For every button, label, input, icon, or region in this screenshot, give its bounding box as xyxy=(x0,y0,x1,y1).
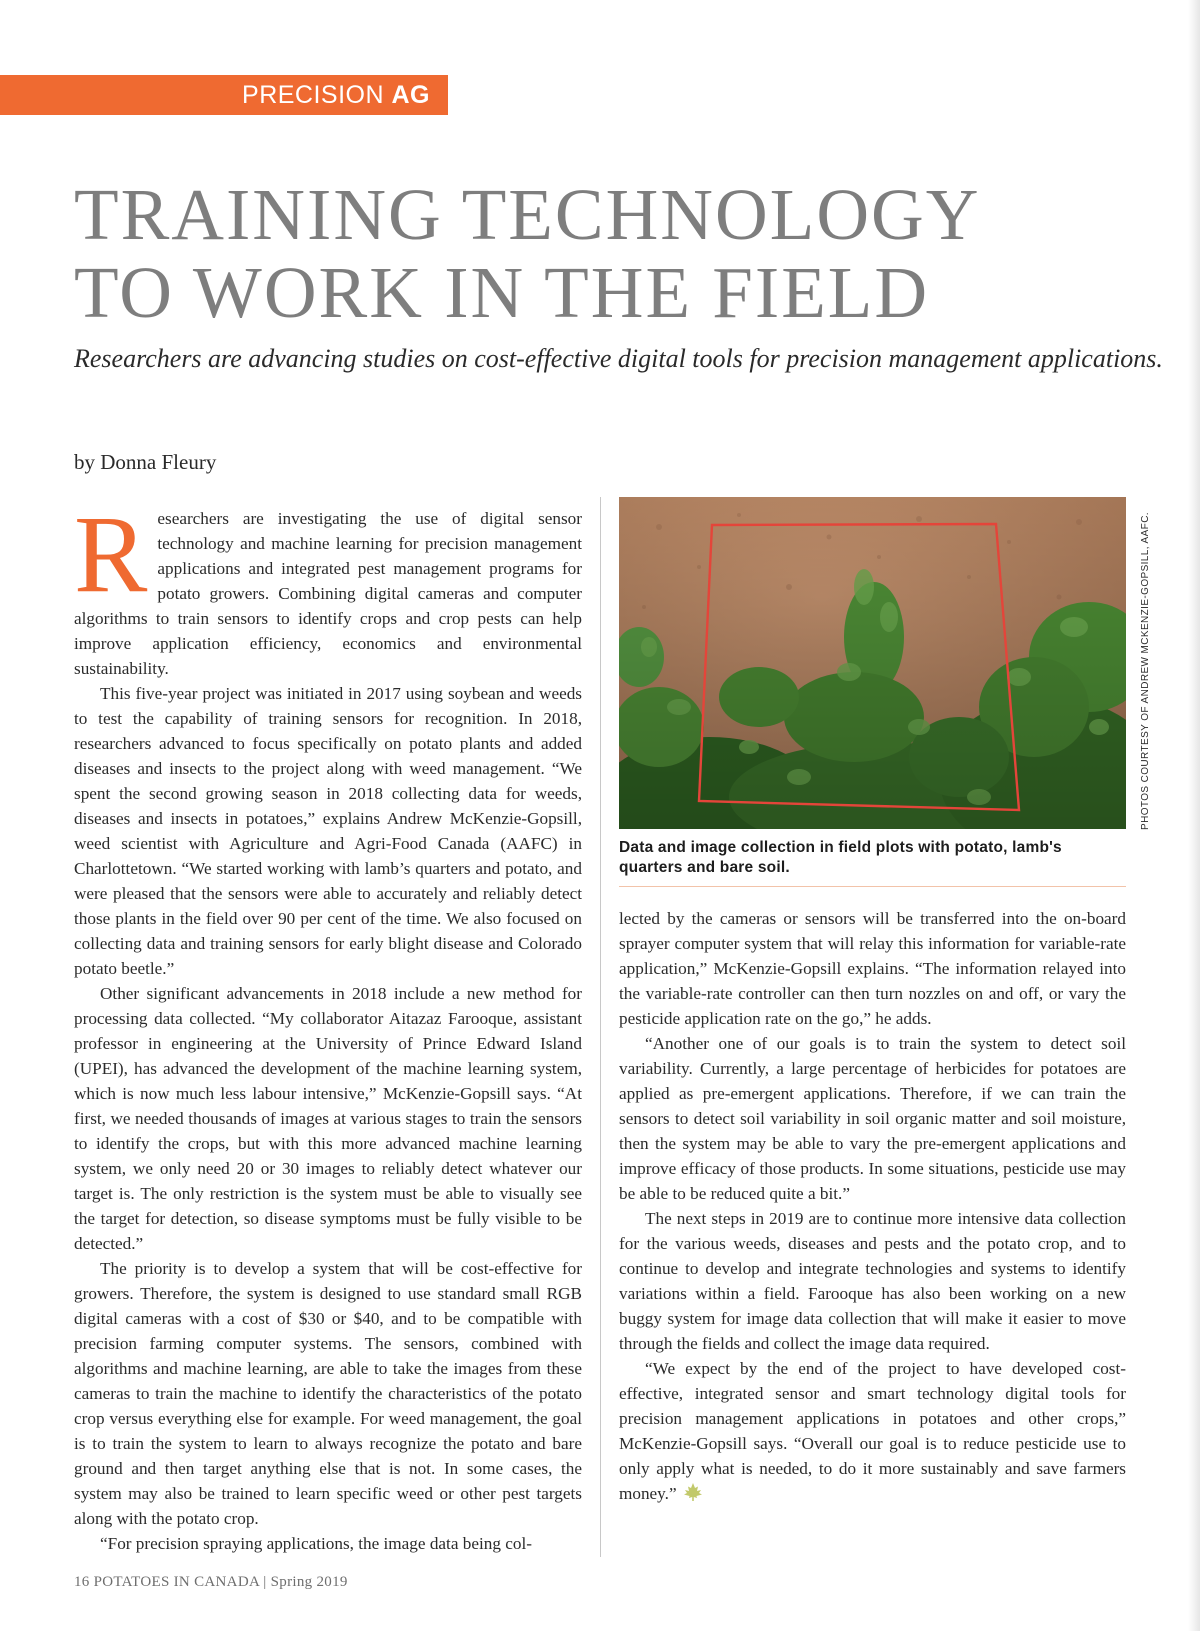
section-label-light: PRECISION xyxy=(242,81,392,109)
article-paragraph-9-text: “We expect by the end of the project to have developed cost-effective, integrated sensor and smart technology digital tools for precision management applications in potatoes and other crops,” McKenzie-Gopsill says. “Overall our goal is to reduce pesticide use to only apply what is needed, to do it more sustainably and save farmers money.” xyxy=(619,1359,1126,1503)
section-label-bold: AG xyxy=(391,81,430,109)
article-paragraph-5: “For precision spraying applications, the image data being col- xyxy=(100,1534,532,1553)
maple-leaf-icon xyxy=(683,1482,703,1502)
article-column-right xyxy=(619,906,1126,1506)
article-paragraph-1-text: esearchers are investigating the use of digital sensor technology and machine learning for precision management applications and integrated pest management programs for potato growers. Combining digital cameras and computer algorithms to train sensors to identify crops and crop pests can help improve application efficiency, economics and environmental sustainability. xyxy=(74,509,582,678)
article-paragraph-9 xyxy=(619,1356,1126,1506)
section-banner xyxy=(0,75,448,115)
article-paragraph-3: Other significant advancements in 2018 include a new method for processing data collected. “My collaborator Aitazaz Farooque, assistant professor in engineering at the University of Prince Edward Island (UPEI), has advanced the development of the machine learning system, which is now much less labour intensive,” McKenzie-Gopsill says. “At first, we needed thousands of images at various stages to train the sensors to identify the crops, but with this more advanced machine learning system, we only need 20 or 30 images to reliably detect whatever our target is. The only restriction is the system must be able to visually see the target for detection, so disease symptoms must be fully visible to be detected.” xyxy=(74,984,582,1253)
byline: by Donna Fleury xyxy=(74,450,217,474)
article-paragraph-2: This five-year project was initiated in 2017 using soybean and weeds to test the capability of training sensors for recognition. In 2018, researchers advanced to focus specifically on potato plants and added diseases and insects to the project along with weed management. “We spent the second growing season in 2018 collecting data for weeds, diseases and insects in potatoes,” explains Andrew McKenzie-Gopsill, weed scientist with Agriculture and Agri-Food Canada (AAFC) in Charlottetown. “We started working with lamb’s quarters and potato, and were pleased that the sensors were able to accurately and reliably detect those plants in the field over 90 per cent of the time. We also focused on collecting data and training sensors for early blight disease and Colorado potato beetle.” xyxy=(74,684,582,978)
headline xyxy=(74,176,1114,332)
headline-line-2: TO WORK IN THE FIELD xyxy=(74,252,930,333)
caption-rule xyxy=(619,886,1126,887)
column-divider xyxy=(600,497,601,1557)
article-column-left xyxy=(74,493,582,1556)
article-paragraph-7: “Another one of our goals is to train the system to detect soil variability. Currently, a large percentage of herbicides for potatoes are applied as pre-emergent applications. Therefore, if we can train the sensors to detect soil variability in soil organic matter and soil moisture, then the system may be able to vary the pre-emergent applications and improve efficacy of those products. In some situations, pesticide use may be able to be reduced quite a bit.” xyxy=(619,1034,1126,1203)
headline-line-1: TRAINING TECHNOLOGY xyxy=(74,174,981,255)
page-edge-shadow xyxy=(1188,0,1200,1631)
deck: Researchers are advancing studies on cost-effective digital tools for precision management applications. xyxy=(74,344,1163,373)
article-paragraph-8: The next steps in 2019 are to continue more intensive data collection for the various weeds, diseases and pests and the potato crop, and to continue to develop and integrate technologies and systems to identify variations within a field. Farooque has also been working on a new buggy system for image data collection that will make it easier to move through the fields and collect the image data required. xyxy=(619,1209,1126,1353)
photo-credit: PHOTOS COURTESY OF ANDREW MCKENZIE-GOPSILL, AAFC. xyxy=(1140,512,1151,830)
page-folio: 16 POTATOES IN CANADA | Spring 2019 xyxy=(74,1574,348,1590)
photo-shade xyxy=(619,497,1126,829)
article-paragraph-4: The priority is to develop a system that will be cost-effective for growers. Therefore, the system is designed to use standard small RGB digital cameras with a cost of $30 or $40, and to be compatible with precision farming computer systems. The sensors, combined with algorithms and machine learning, are able to take the images from these cameras to train the machine to identify the characteristics of the potato crop versus everything else for example. For weed management, the goal is to train the system to learn to always recognize the potato and bare ground and then target anything else that is not. In some cases, the system may also be trained to learn specific weed or other pest targets along with the potato crop. xyxy=(74,1259,582,1528)
drop-cap: R xyxy=(74,493,148,615)
field-plot-photo xyxy=(619,497,1126,829)
photo-caption: Data and image collection in field plots with potato, lamb's quarters and bare soil. xyxy=(619,839,1062,876)
article-paragraph-6: lected by the cameras or sensors will be transferred into the on-board sprayer computer system that will relay this information for variable-rate application,” McKenzie-Gopsill explains. “The information relayed into the variable-rate controller can then turn nozzles on and off, or vary the pesticide application rate on the go,” he adds. xyxy=(619,909,1126,1028)
article-paragraph-1 xyxy=(74,493,582,681)
